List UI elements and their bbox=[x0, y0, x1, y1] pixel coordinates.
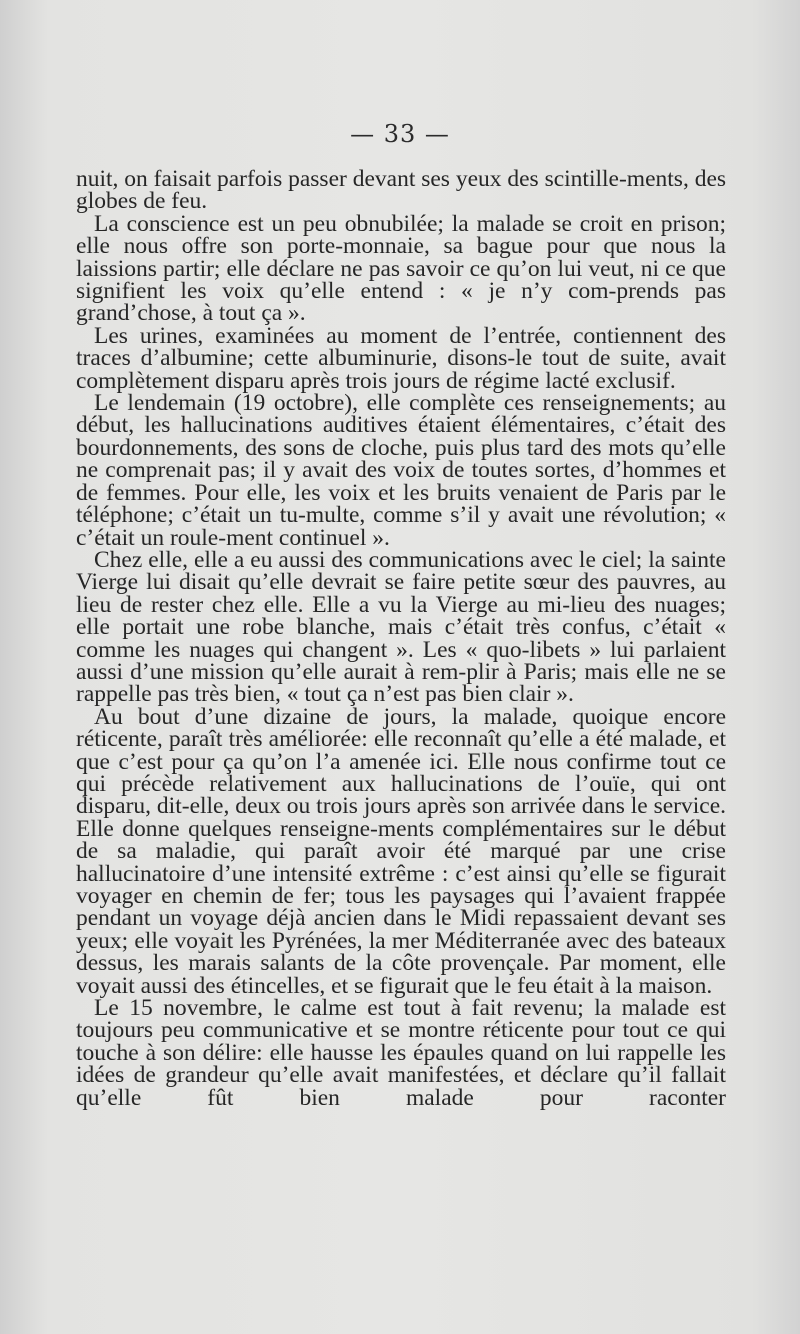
body-text bbox=[76, 168, 726, 1109]
paragraph-lendemain: Le lendemain (19 octobre), elle complète ces renseignements; au début, les hallucinations auditives étaient élémentaires, c’était des bourdonnements, des sons de cloche, puis plus tard des mots qu’elle ne comprenait pas; il y avait des voix de toutes sortes, d’hommes et de femmes. Pour elle, les voix et les bruits venaient de Paris par le téléphone; c’était un tu-multe, comme s’il y avait une révolution; « c’était un roule-ment continuel ». bbox=[76, 390, 726, 551]
paragraph-continued: nuit, on faisait parfois passer devant ses yeux des scintille-ments, des globes de feu. bbox=[76, 166, 727, 215]
page-number: — 33 — bbox=[350, 120, 450, 148]
paragraph-chez-elle: Chez elle, elle a eu aussi des communications avec le ciel; la sainte Vierge lui disait qu’elle devrait se faire petite sœur des pauvres, au lieu de rester chez elle. Elle a vu la Vierge au mi-lieu des nuages; elle portait une robe blanche, mais c’était très confus, c’était « comme les nuages qui changent ». Les « quo-libets » lui parlaient aussi d’une mission qu’elle aurait à rem-plir à Paris; mais elle ne se rappelle pas très bien, « tout ça n’est pas bien clair ». bbox=[76, 546, 726, 708]
paragraph-dizaine-de-jours: Au bout d’une dizaine de jours, la malade, quoique encore réticente, paraît très améliorée: elle reconnaît qu’elle a été malade, et que c’est pour ça qu’on l’a amenée ici. Elle nous confirme tout ce qui précède relativement aux hallucinations de l’ouïe, qui ont disparu, dit-elle, deux ou trois jours après son arrivée dans le service. Elle donne quelques renseigne-ments complémentaires sur le début de sa maladie, qui paraît avoir été marqué par une crise hallucinatoire d’une intensité extrême : c’est ainsi qu’elle se figurait voyager en chemin de fer; tous les paysages qui l’avaient frappée pendant un voyage déjà ancien dans le Midi repassaient devant ses yeux; elle voyait les Pyrénées, la mer Méditerranée avec des bateaux dessus, les marais salants de la côte provençale. Par moment, elle voyait aussi des étincelles, et se figurait que le feu était à la maison. bbox=[76, 703, 726, 999]
paragraph-15-novembre: Le 15 novembre, le calme est tout à fait revenu; la malade est toujours peu communicative et se montre réticente pour tout ce qui touche à son délire: elle hausse les épaules quand on lui rappelle les idées de grandeur qu’elle avait manifestées, et déclare qu’il fallait qu’elle fût bien malade pour raconter bbox=[76, 995, 726, 1111]
paragraph-urines: Les urines, examinées au moment de l’entrée, contiennent des traces d’albumine; cette albuminurie, disons-le tout de suite, avait complètement disparu après trois jours de régime lacté exclusif. bbox=[76, 322, 726, 394]
paragraph-conscience: La conscience est un peu obnubilée; la malade se croit en prison; elle nous offre son porte-monnaie, sa bague pour que nous la laissions partir; elle déclare ne pas savoir ce qu’on lui veut, ni ce que signifient les voix qu’elle entend : « je n’y com-prends pas grand’chose, à tout ça ». bbox=[76, 210, 726, 327]
